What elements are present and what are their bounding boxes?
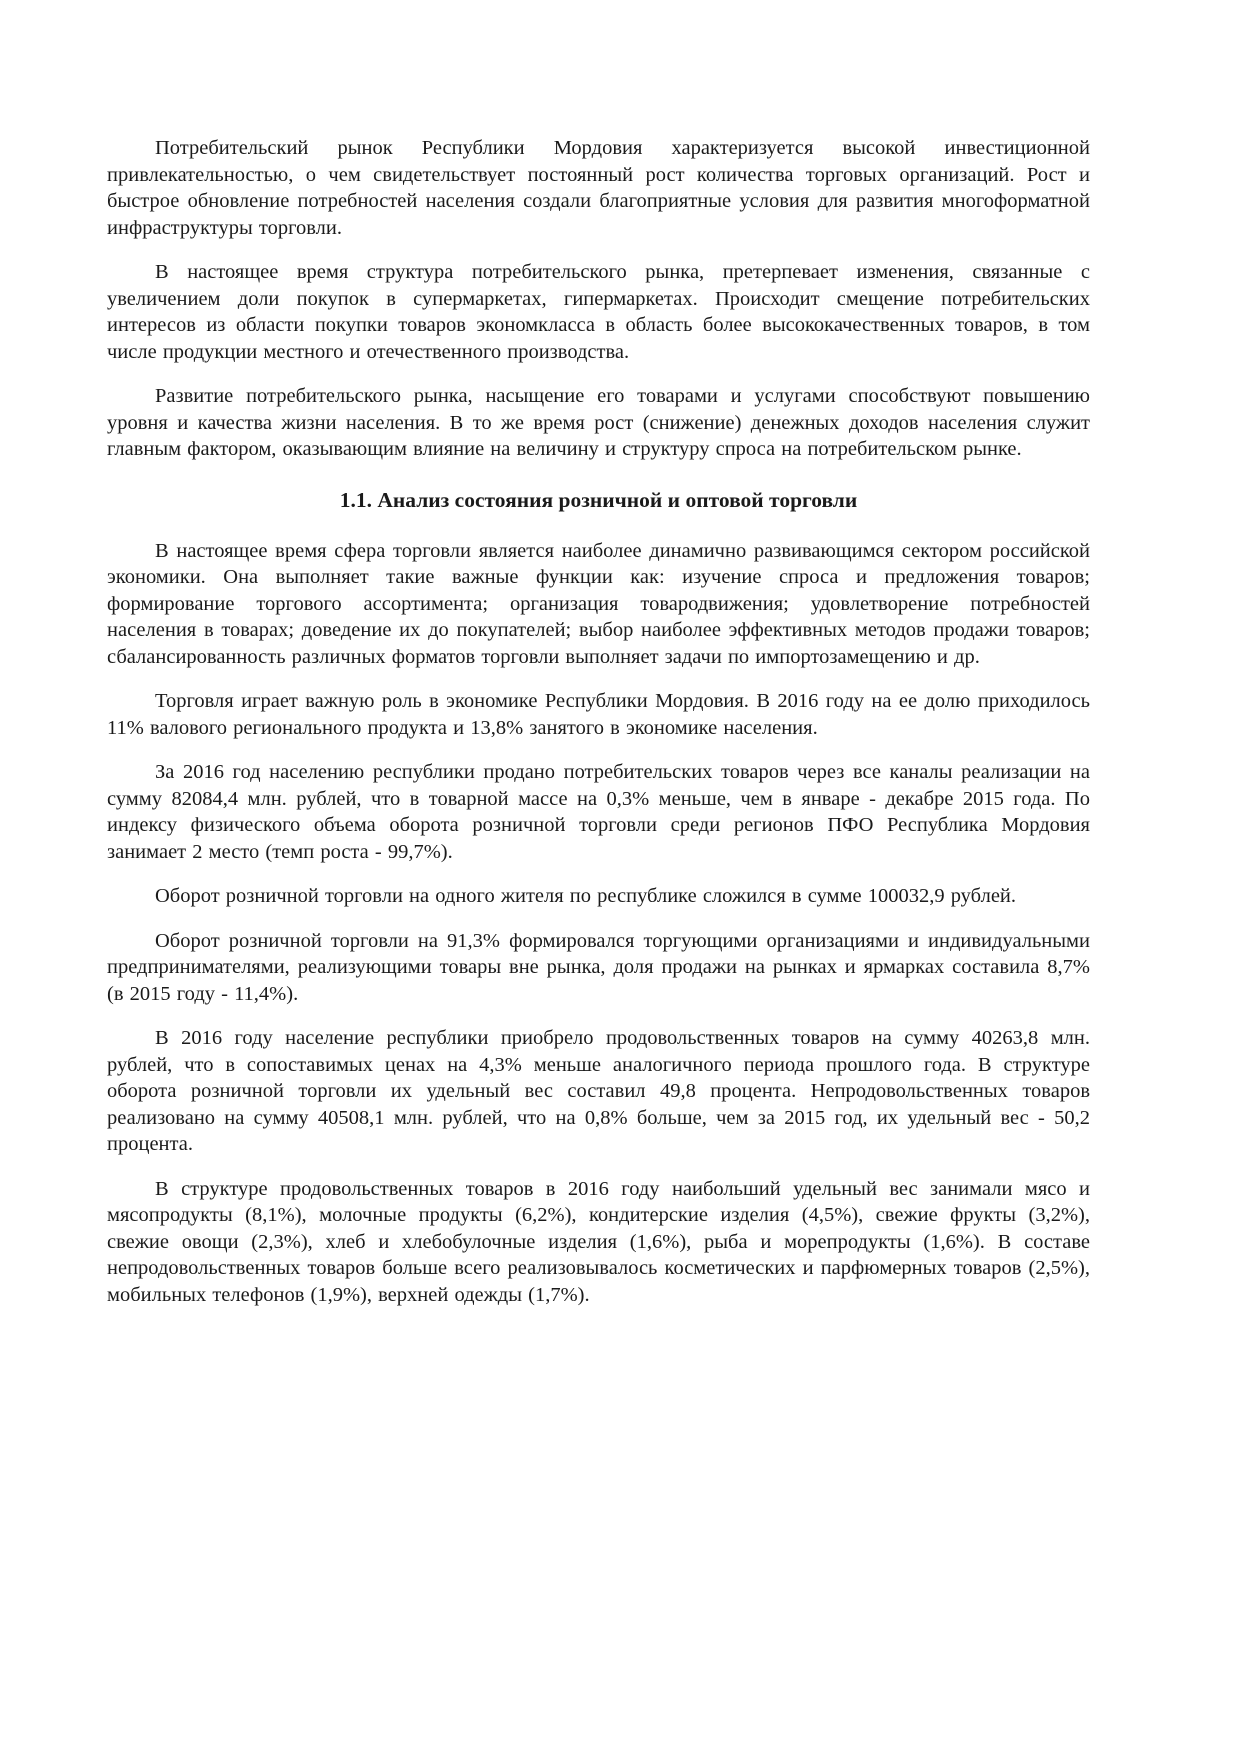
paragraph: Оборот розничной торговли на 91,3% формировался торгующими организациями и индивидуальными предпринимателями, реализующими товары вне рынка, доля продажи на рынках и ярмарках составила 8,7% (в 2015 году - 11,4%). [107,929,1090,1005]
paragraph: Потребительский рынок Республики Мордовия характеризуется высокой инвестиционной привлекательностью, о чем свидетельствует постоянный рост количества торговых организаций. Рост и быстрое обновление потребностей населения создали благоприятные условия для развития многоформатной инфраструктуры торговли. [107,137,1090,239]
section-heading: 1.1. Анализ состояния розничной и оптовой торговли [339,487,858,512]
paragraph: Развитие потребительского рынка, насыщение его товарами и услугами способствуют повышению уровня и качества жизни населения. В то же время рост (снижение) денежных доходов населения служит главным фактором, оказывающим влияние на величину и структуру спроса на потребительском рынке. [107,385,1090,460]
paragraph: За 2016 год населению республики продано потребительских товаров через все каналы реализации на сумму 82084,4 млн. рублей, что в товарной массе на 0,3% меньше, чем в январе - декабре 2015 года. По индексу физического объема оборота розничной торговли среди регионов ПФО Республика Мордовия занимает 2 место (темп роста - 99,7%). [107,761,1090,863]
paragraph: В настоящее время структура потребительского рынка, претерпевает изменения, связанные с увеличением доли покупок в супермаркетах, гипермаркетах. Происходит смещение потребительских интересов из области покупки товаров экономкласса в область более высококачественных товаров, в том числе продукции местного и отечественного производства. [107,261,1090,363]
paragraph: Оборот розничной торговли на одного жителя по республике сложился в сумме 100032,9 рублей. [155,885,1017,907]
paragraph: В 2016 году население республики приобрело продовольственных товаров на сумму 40263,8 млн. рублей, что в сопоставимых ценах на 4,3% меньше аналогичного периода прошлого года. В структуре оборота розничной торговли их удельный вес составил 49,8 процента. Непродовольственных товаров реализовано на сумму 40508,1 млн. рублей, что на 0,8% больше, чем за 2015 год, их удельный вес - 50,2 процента. [107,1027,1090,1155]
paragraph: Торговля играет важную роль в экономике Республики Мордовия. В 2016 году на ее долю приходилось 11% валового регионального продукта и 13,8% занятого в экономике населения. [107,690,1090,739]
paragraph: В настоящее время сфера торговли является наиболее динамично развивающимся сектором российской экономики. Она выполняет такие важные функции как: изучение спроса и предложения товаров; формирование торгового ассортимента; организация товародвижения; удовлетворение потребностей населения в товарах; доведение их до покупателей; выбор наиболее эффективных методов продажи товаров; сбалансированность различных форматов торговли выполняет задачи по импортозамещению и др. [107,539,1090,668]
document-body [107,135,1090,1308]
paragraph: В структуре продовольственных товаров в 2016 году наибольший удельный вес занимали мясо и мясопродукты (8,1%), молочные продукты (6,2%), кондитерские изделия (4,5%), свежие фрукты (3,2%), свежие овощи (2,3%), хлеб и хлебобулочные изделия (1,6%), рыба и морепродукты (1,6%). В составе непродовольственных товаров больше всего реализовывалось косметических и парфюмерных товаров (2,5%), мобильных телефонов (1,9%), верхней одежды (1,7%). [107,1177,1090,1306]
